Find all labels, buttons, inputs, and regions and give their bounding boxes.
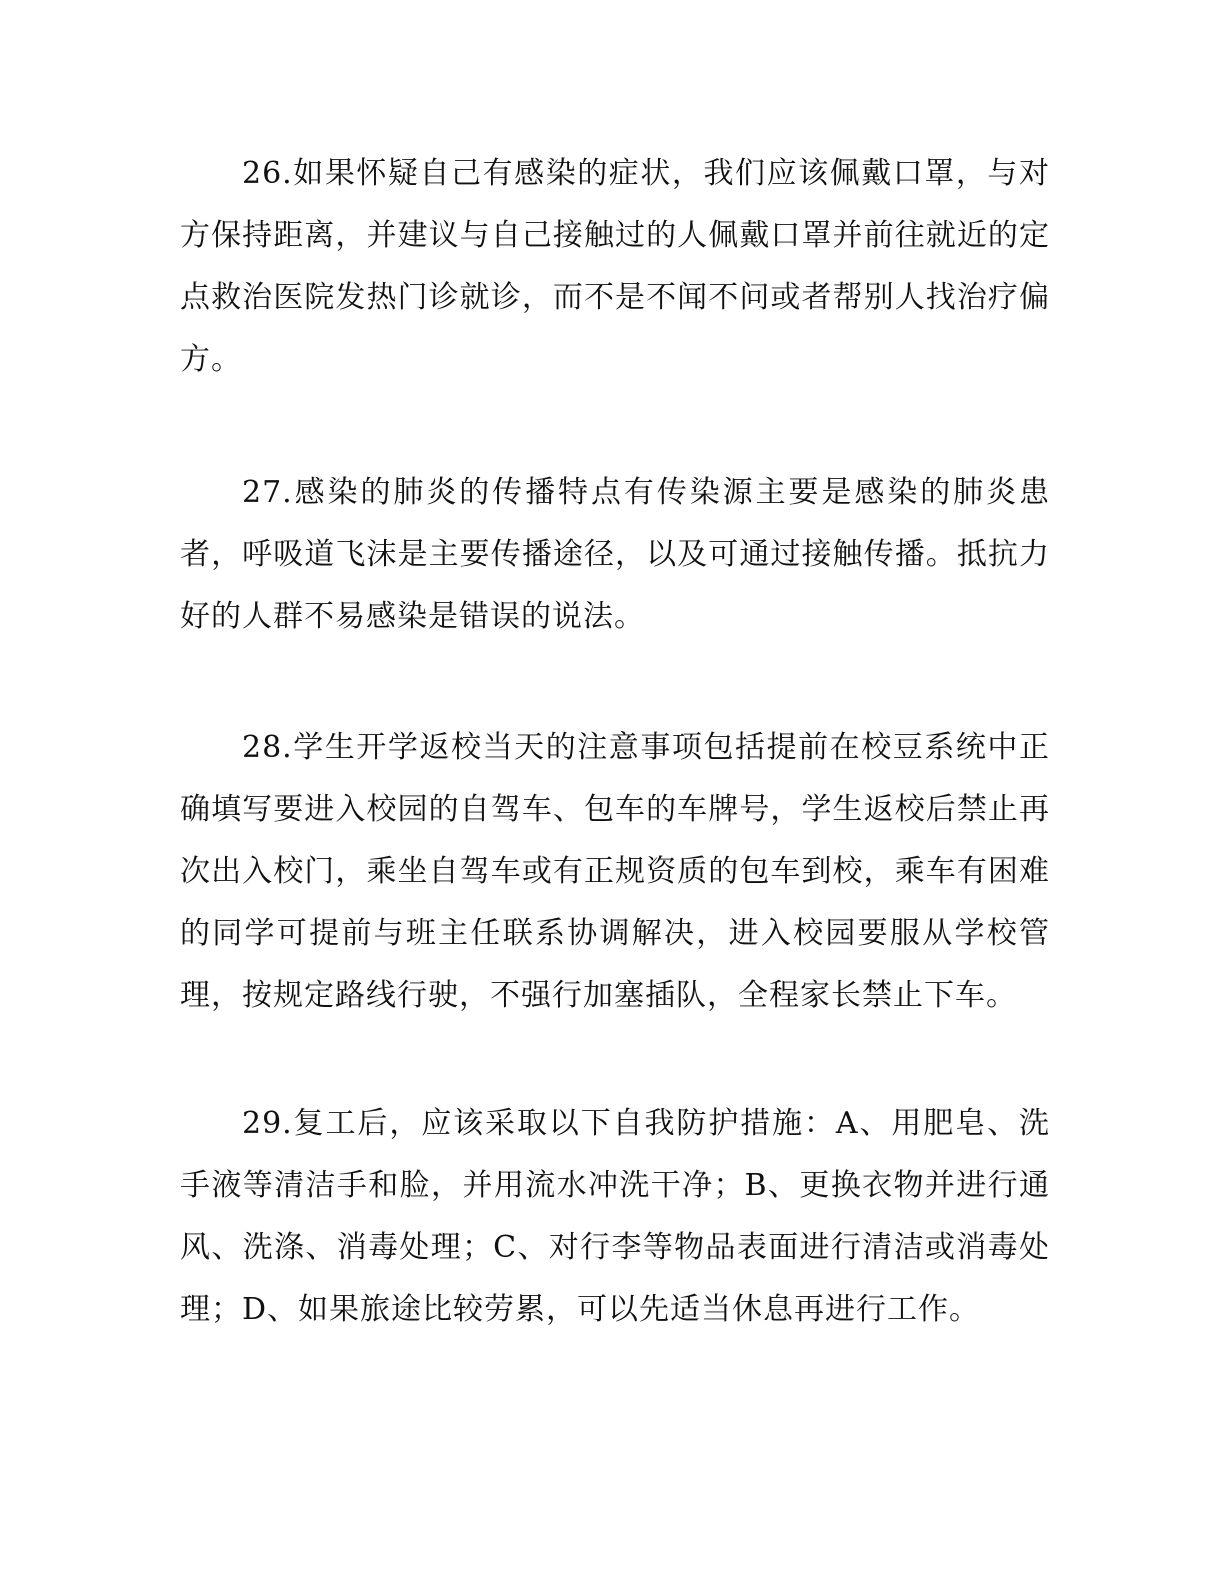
paragraph-29: 29.复工后，应该采取以下自我防护措施：A、用肥皂、洗手液等清洁手和脸，并用流水冲洗干净；B、更换衣物并进行通风、洗涤、消毒处理；C、对行李等物品表面进行清洁或消毒处理；D、如果旅途比较劳累，可以先适当休息再进行工作。 (180, 1106, 1050, 1327)
paragraph-27: 27.感染的肺炎的传播特点有传染源主要是感染的肺炎患者，呼吸道飞沫是主要传播途径，以及可通过接触传播。抵抗力好的人群不易感染是错误的说法。 (180, 475, 1050, 634)
paragraph-28: 28.学生开学返校当天的注意事项包括提前在校豆系统中正确填写要进入校园的自驾车、包车的车牌号，学生返校后禁止再次出入校门，乘坐自驾车或有正规资质的包车到校，乘车有困难的同学可提前与班主任联系协调解决，进入校园要服从学校管理，按规定路线行驶，不强行加塞插队，全程家长禁止下车。 (180, 730, 1050, 1013)
paragraph-26: 26.如果怀疑自己有感染的症状，我们应该佩戴口罩，与对方保持距离，并建议与自己接触过的人佩戴口罩并前往就近的定点救治医院发热门诊就诊，而不是不闻不问或者帮别人找治疗偏方。 (180, 156, 1050, 377)
